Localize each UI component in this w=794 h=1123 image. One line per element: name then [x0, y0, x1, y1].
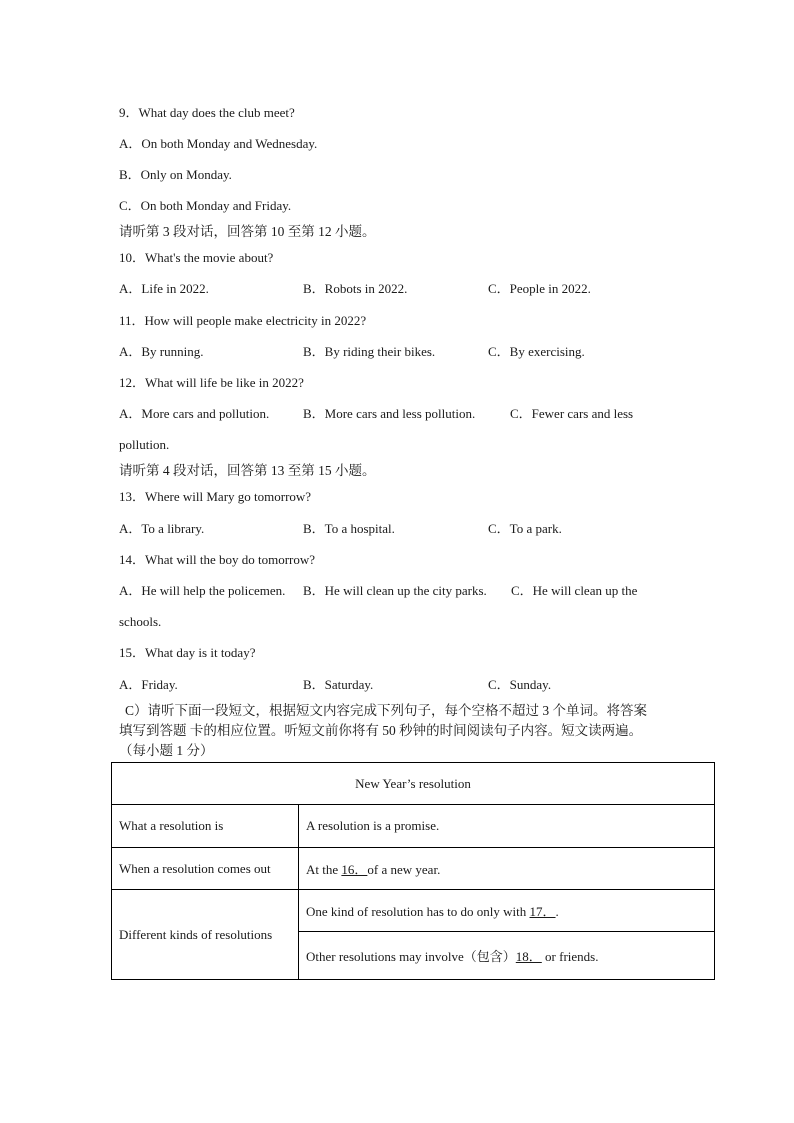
row-value-kinds-a-end: . — [555, 904, 559, 919]
question-12: 12．What will life be like in 2022? — [119, 375, 304, 390]
blank-17[interactable]: 17． — [529, 904, 556, 919]
question-14-option-b: B．He will clean up the city parks. — [303, 583, 487, 598]
question-12-option-c-wrap: pollution. — [119, 437, 170, 452]
row-value-when-text-end: of a new year. — [367, 862, 441, 877]
question-9-option-c: C．On both Monday and Friday. — [119, 198, 292, 213]
question-11-option-a: A．By running. — [119, 344, 204, 359]
row-value-when-text: At the — [306, 862, 342, 877]
question-15-option-b: B．Saturday. — [303, 677, 374, 692]
resolution-table — [111, 762, 715, 980]
section-c-instruction-line-2: 填写到答题 卡的相应位置。听短文前你将有 50 秒钟的时间阅读句子内容。短文读两遍。 — [119, 723, 643, 738]
blank-16[interactable]: 16． — [341, 862, 368, 877]
blank-18[interactable]: 18． — [515, 949, 542, 964]
instruction-dialog-4: 请听第 4 段对话，回答第 13 至第 15 小题。 — [119, 463, 376, 478]
question-15-option-c: C．Sunday. — [488, 677, 552, 692]
question-10-option-c: C．People in 2022. — [488, 281, 591, 296]
question-14: 14．What will the boy do tomorrow? — [119, 552, 316, 567]
question-14-option-c: C．He will clean up the — [511, 583, 638, 598]
question-14-option-a: A．He will help the policemen. — [119, 583, 286, 598]
row-value-what: A resolution is a promise. — [299, 805, 715, 848]
question-10-option-b: B．Robots in 2022. — [303, 281, 408, 296]
row-label-what: What a resolution is — [112, 805, 299, 848]
row-label-kinds: Different kinds of resolutions — [112, 890, 299, 980]
row-value-kinds-a — [299, 890, 715, 932]
question-12-option-c: C．Fewer cars and less — [510, 406, 634, 421]
question-12-option-a: A．More cars and pollution. — [119, 406, 270, 421]
question-11-option-b: B．By riding their bikes. — [303, 344, 436, 359]
row-value-kinds-b-end: or friends. — [541, 949, 599, 964]
question-13: 13．Where will Mary go tomorrow? — [119, 489, 312, 504]
row-value-kinds-b-text: Other resolutions may involve（包含） — [306, 949, 516, 964]
question-14-option-c-wrap: schools. — [119, 614, 162, 629]
section-c-instruction-line-1: C）请听下面一段短文，根据短文内容完成下列句子，每个空格不超过 3 个单词。将答案 — [125, 703, 648, 718]
question-12-option-b: B．More cars and less pollution. — [303, 406, 476, 421]
table-title: New Year’s resolution — [112, 763, 715, 805]
question-13-option-c: C．To a park. — [488, 521, 562, 536]
question-13-option-a: A．To a library. — [119, 521, 205, 536]
instruction-dialog-3: 请听第 3 段对话，回答第 10 至第 12 小题。 — [119, 224, 376, 239]
question-9-option-b: B．Only on Monday. — [119, 167, 232, 182]
section-c-instruction-line-3: （每小题 1 分） — [119, 743, 214, 758]
row-value-kinds-a-text: One kind of resolution has to do only with — [306, 904, 530, 919]
question-9: 9．What day does the club meet? — [119, 105, 295, 120]
row-label-when: When a resolution comes out — [112, 848, 299, 890]
row-value-kinds-b — [299, 932, 715, 980]
question-15-option-a: A．Friday. — [119, 677, 178, 692]
question-11: 11．How will people make electricity in 2022? — [119, 313, 367, 328]
question-10: 10．What's the movie about? — [119, 250, 274, 265]
question-10-option-a: A．Life in 2022. — [119, 281, 209, 296]
row-value-when — [299, 848, 715, 890]
question-11-option-c: C．By exercising. — [488, 344, 585, 359]
question-9-option-a: A．On both Monday and Wednesday. — [119, 136, 318, 151]
question-13-option-b: B．To a hospital. — [303, 521, 395, 536]
question-15: 15．What day is it today? — [119, 645, 256, 660]
